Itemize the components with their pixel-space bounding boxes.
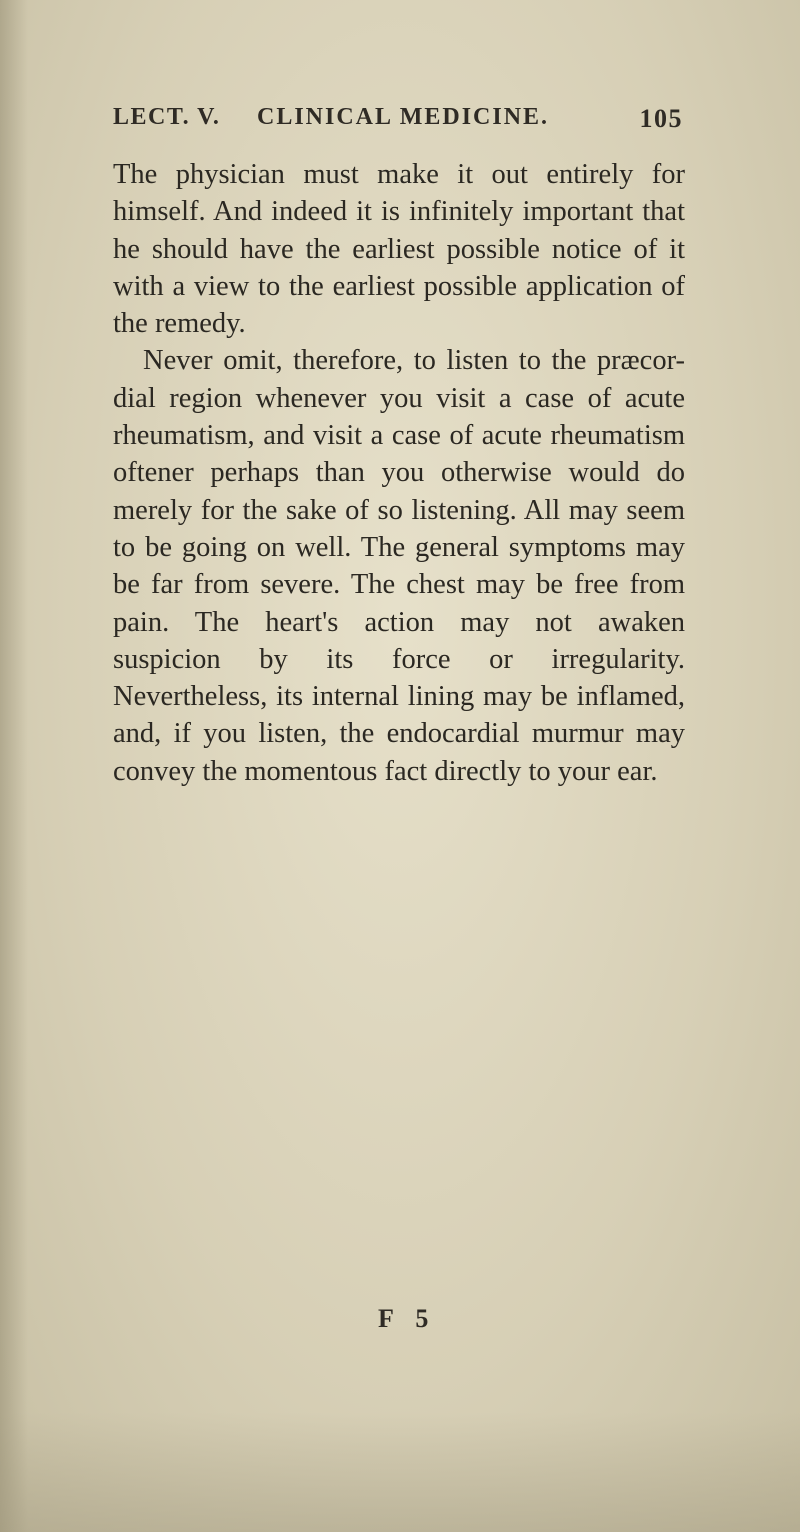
lecture-label: LECT. V. <box>113 104 221 130</box>
running-head <box>113 104 683 144</box>
page-number: 105 <box>639 104 683 133</box>
printer-signature: F 5 <box>378 1304 437 1333</box>
running-title: CLINICAL MEDICINE. <box>257 104 550 130</box>
paragraph-1: The physician must make it out entirely for himself. And indeed it is infinitely important that he should have the earliest possible notice of it with a view to the earliest possible application of the remedy. <box>113 159 685 340</box>
body-text <box>113 156 685 790</box>
paragraph-2: Never omit, therefore, to listen to the præcor-dial region whenever you visit a case of acute rheumatism, and visit a case of acute rheumatism oftener perhaps than you otherwise would do merely for the sake of so listening. All may seem to be going on well. The general symptoms may be far from severe. The chest may be free from pain. The heart's action may not awaken suspicion by its force or irregularity. Nevertheless, its internal lining may be inflamed, and, if you listen, the endocardial murmur may convey the momentous fact directly to your ear. <box>113 345 685 787</box>
